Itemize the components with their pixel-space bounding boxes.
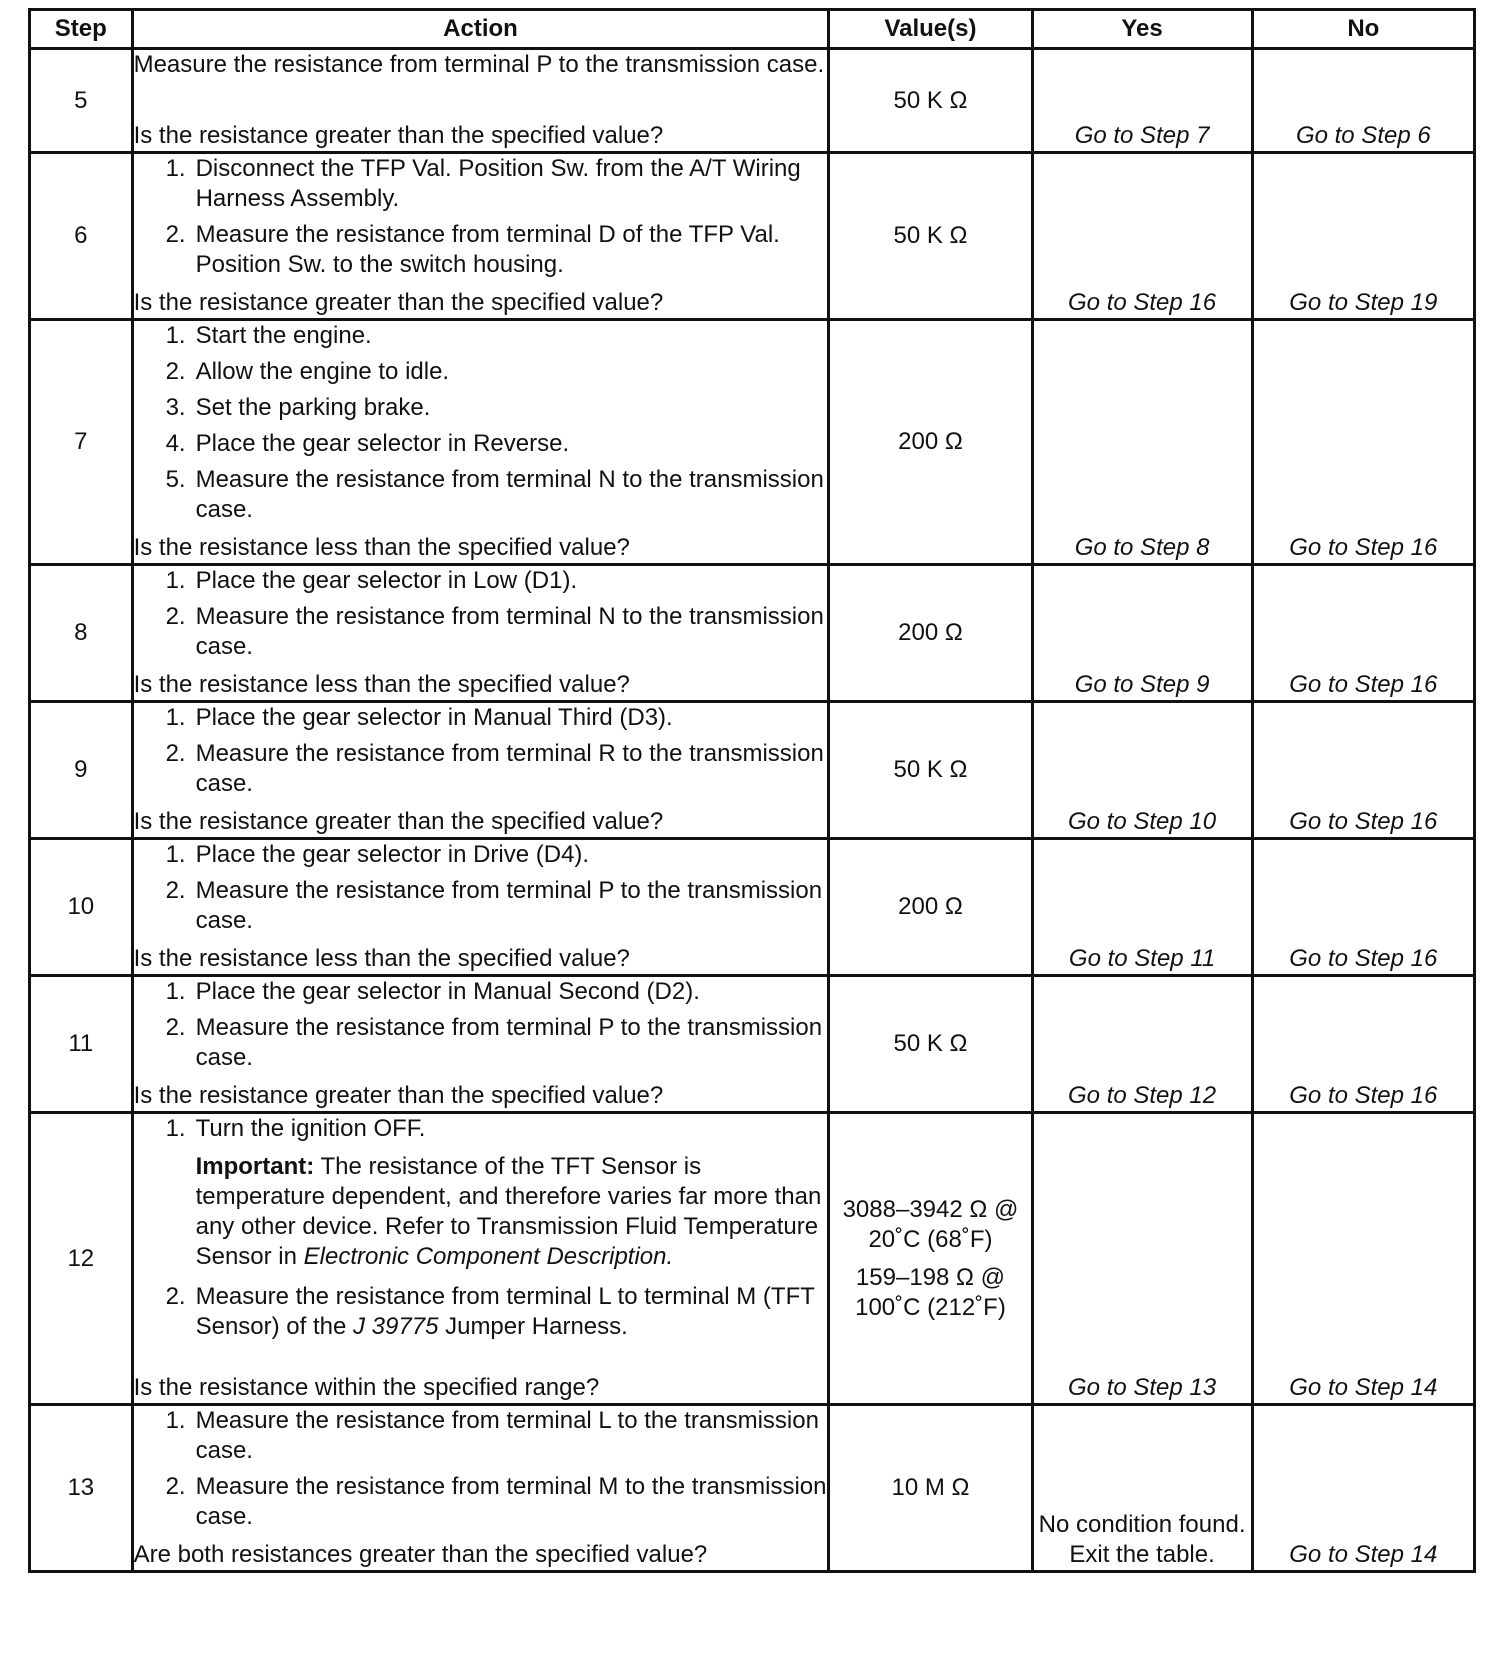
no-result: Go to Step 14 xyxy=(1252,1405,1474,1572)
yes-result: Go to Step 8 xyxy=(1032,320,1252,565)
substep-list xyxy=(134,566,828,668)
substep: 2. Measure the resistance from terminal P to the transmission case. xyxy=(165,1014,823,1071)
no-result: Go to Step 14 xyxy=(1252,1113,1474,1405)
table-row xyxy=(30,153,1475,320)
step-number: 8 xyxy=(30,565,133,702)
substep: 1. Place the gear selector in Manual Second (D2). xyxy=(165,978,700,1005)
tool-number: J 39775 xyxy=(353,1313,439,1340)
header-row xyxy=(30,10,1475,49)
substep: 2. Measure the resistance from terminal L to terminal M (TFT Sensor) of the J 39775 Jumper Harness. xyxy=(165,1283,815,1340)
table-row xyxy=(30,702,1475,839)
no-result: Go to Step 16 xyxy=(1252,839,1474,976)
yes-result: Go to Step 9 xyxy=(1032,565,1252,702)
action-cell xyxy=(132,153,829,320)
no-result: Go to Step 16 xyxy=(1252,702,1474,839)
action-question: Is the resistance within the specified range? xyxy=(133,1374,600,1401)
step-number: 7 xyxy=(30,320,133,565)
action-cell xyxy=(132,976,829,1113)
yes-result: Go to Step 11 xyxy=(1032,839,1252,976)
action-question: Is the resistance greater than the specified value? xyxy=(133,122,664,149)
action-question: Is the resistance greater than the specified value? xyxy=(133,808,664,835)
action-question: Is the resistance less than the specified value? xyxy=(133,534,630,561)
action-cell xyxy=(132,49,829,153)
important-label: Important: xyxy=(195,1153,315,1180)
header-no: No xyxy=(1252,10,1474,49)
value-line: 3088–3942 Ω @ xyxy=(842,1195,1019,1223)
substep: 2. Measure the resistance from terminal P to the transmission case. xyxy=(165,877,823,934)
value-line: 100˚C (212˚F) xyxy=(855,1293,1006,1321)
step-number: 6 xyxy=(30,153,133,320)
value-cell: 50 K Ω xyxy=(829,976,1032,1113)
yes-result: Go to Step 7 xyxy=(1032,49,1252,153)
action-question: Is the resistance greater than the specified value? xyxy=(133,289,664,316)
action-question: Is the resistance greater than the specified value? xyxy=(133,1082,664,1109)
action-question: Is the resistance less than the specified value? xyxy=(133,945,630,972)
substep-list xyxy=(134,1114,828,1348)
substep: 1. Turn the ignition OFF. Important: The resistance of the TFT Sensor is temperature dependent, and therefore varies far more than any other device. Refer to Transmission Fluid Temperature Sensor in Electronic Component Description. xyxy=(134,1114,828,1276)
no-result: Go to Step 16 xyxy=(1252,976,1474,1113)
substep: 2. Measure the resistance from terminal N to the transmission case. xyxy=(165,603,824,660)
substep-list xyxy=(134,321,828,531)
yes-result: Go to Step 13 xyxy=(1032,1113,1252,1405)
value-cell: 200 Ω xyxy=(829,839,1032,976)
substep: 2. Measure the resistance from terminal M to the transmission case. xyxy=(165,1473,827,1530)
substep: 2. Measure the resistance from terminal D of the TFP Val. Position Sw. to the switch housing. xyxy=(165,221,780,278)
substep: 1. Place the gear selector in Drive (D4). xyxy=(165,841,590,868)
action-cell xyxy=(132,839,829,976)
step-number: 13 xyxy=(30,1405,133,1572)
value-cell: 200 Ω xyxy=(829,320,1032,565)
substep: 1. Start the engine. xyxy=(165,322,372,349)
action-cell xyxy=(132,565,829,702)
action-question: Are both resistances greater than the specified value? xyxy=(133,1541,708,1568)
step-number: 10 xyxy=(30,839,133,976)
yes-result: Go to Step 12 xyxy=(1032,976,1252,1113)
value-cell: 50 K Ω xyxy=(829,49,1032,153)
substep: 1. Disconnect the TFP Val. Position Sw. from the A/T Wiring Harness Assembly. xyxy=(165,155,801,212)
step-number: 11 xyxy=(30,976,133,1113)
no-result: Go to Step 16 xyxy=(1252,320,1474,565)
step-number: 9 xyxy=(30,702,133,839)
value-cell: 50 K Ω xyxy=(829,153,1032,320)
header-yes: Yes xyxy=(1032,10,1252,49)
substep: 3. Set the parking brake. xyxy=(165,394,431,421)
substep: 1. Place the gear selector in Manual Third (D3). xyxy=(165,704,673,731)
value-cell: 10 M Ω xyxy=(829,1405,1032,1572)
value-line: 159–198 Ω @ xyxy=(855,1263,1005,1291)
substep: 2. Measure the resistance from terminal R to the transmission case. xyxy=(165,740,824,797)
value-cell: 200 Ω xyxy=(829,565,1032,702)
substep-list xyxy=(134,840,828,942)
substep: 4. Place the gear selector in Reverse. xyxy=(165,430,570,457)
table-row xyxy=(30,839,1475,976)
table-row xyxy=(30,1405,1475,1572)
table-row xyxy=(30,1113,1475,1405)
substep-list xyxy=(134,977,828,1079)
component-description-ref: Electronic Component Description. xyxy=(303,1243,674,1270)
header-step: Step xyxy=(30,10,133,49)
table-row xyxy=(30,565,1475,702)
yes-result: Go to Step 10 xyxy=(1032,702,1252,839)
action-text: Measure the resistance from terminal P to the transmission case. xyxy=(133,51,825,78)
action-cell xyxy=(132,1113,829,1405)
table-row xyxy=(30,320,1475,565)
step-number: 5 xyxy=(30,49,133,153)
substep: 1. Measure the resistance from terminal L to the transmission case. xyxy=(165,1407,819,1464)
diagnostic-table xyxy=(28,8,1476,1573)
action-cell xyxy=(132,320,829,565)
substep-list xyxy=(134,703,828,805)
substep-list xyxy=(134,1406,828,1538)
value-cell: 50 K Ω xyxy=(829,702,1032,839)
table-row xyxy=(30,49,1475,153)
yes-result: No condition found. Exit the table. xyxy=(1032,1405,1252,1572)
header-action: Action xyxy=(132,10,829,49)
header-values: Value(s) xyxy=(829,10,1032,49)
no-result: Go to Step 19 xyxy=(1252,153,1474,320)
action-cell xyxy=(132,1405,829,1572)
action-question: Is the resistance less than the specified value? xyxy=(133,671,630,698)
step-number: 12 xyxy=(30,1113,133,1405)
important-note: Important: The resistance of the TFT Sensor is temperature dependent, and therefore varies far more than any other device. Refer to Transmission Fluid Temperature Sensor in Electronic Component Description. xyxy=(195,1153,822,1270)
substep: 2. Allow the engine to idle. xyxy=(165,358,450,385)
no-result: Go to Step 6 xyxy=(1252,49,1474,153)
table-row xyxy=(30,976,1475,1113)
substep: 1. Place the gear selector in Low (D1). xyxy=(165,567,578,594)
value-cell xyxy=(829,1113,1032,1405)
no-result: Go to Step 16 xyxy=(1252,565,1474,702)
value-line: 20˚C (68˚F) xyxy=(868,1225,993,1253)
substep: 5. Measure the resistance from terminal N to the transmission case. xyxy=(165,466,824,523)
yes-result: Go to Step 16 xyxy=(1032,153,1252,320)
substep-list xyxy=(134,154,828,286)
action-cell xyxy=(132,702,829,839)
